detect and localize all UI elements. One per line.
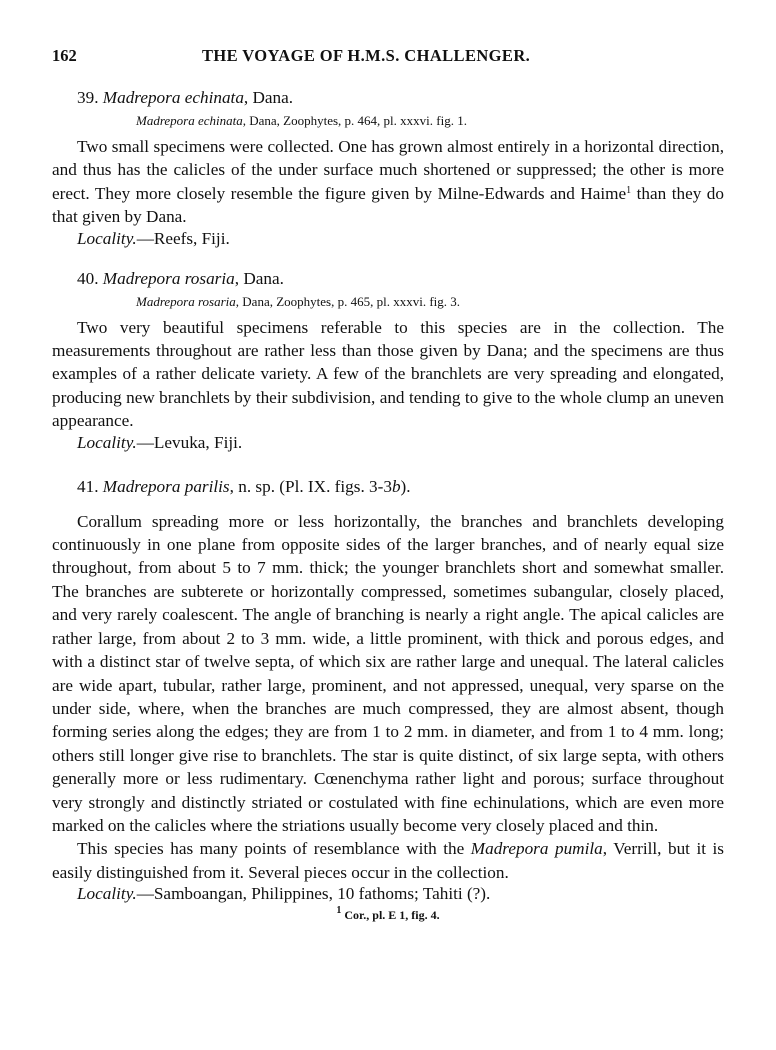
figure-suffix: b — [391, 476, 401, 496]
locality-label: Locality. — [77, 432, 137, 452]
species-name: Madrepora echinata — [102, 88, 244, 107]
entry-40-description: Two very beautiful specimens referable to this species are in the collection. The measurements throughout are rather less than those given by Dana; and the specimens are thus examples of a rather delicate variety. A few of the branchlets are very spreading and elongated, producing new branchlets by their subdivision, and tending to give to the whole clump an uneven appearance. — [52, 317, 724, 431]
description-part2: than they do that given by Dana. — [52, 183, 724, 227]
locality-text: —Levuka, Fiji. — [136, 432, 243, 452]
entry-39-synonymy — [52, 113, 724, 129]
locality-text: —Samboangan, Philippines, 10 fathoms; Tahiti (?). — [136, 884, 491, 904]
remark-post: , Verrill, but it is easily distinguished from it. Several pieces occur in the collection. — [52, 839, 725, 882]
footnote — [52, 905, 724, 923]
remark-species: Madrepora pumila — [470, 839, 603, 859]
species-name: Madrepora rosaria — [102, 268, 235, 288]
species-name: Madrepora parilis — [102, 476, 230, 496]
locality-label: Locality. — [77, 884, 137, 904]
synonym-reference: , Dana, Zoophytes, p. 465, pl. xxxvi. fig. 3. — [235, 293, 461, 309]
footnote-text: Cor., pl. E 1, fig. 4. — [341, 908, 440, 923]
synonym-reference: , Dana, Zoophytes, p. 464, pl. xxxvi. fig. 1. — [242, 113, 467, 128]
entry-41-title — [52, 477, 724, 497]
entry-39-description — [52, 135, 724, 229]
species-authority: , Dana. — [234, 268, 284, 288]
synonym-name: Madrepora echinata — [136, 113, 243, 128]
species-authority-pre: , n. sp. (Pl. IX. figs. 3-3 — [229, 476, 392, 496]
species-authority: , Dana. — [243, 88, 294, 107]
footnote-mark: 1 — [336, 905, 342, 917]
entry-41-remark — [52, 837, 724, 884]
page-number: 162 — [52, 46, 77, 65]
locality-label: Locality. — [77, 228, 137, 248]
running-head — [52, 40, 724, 68]
entry-number: 39. — [77, 88, 99, 107]
entry-number: 41. — [77, 476, 99, 496]
entry-40-synonymy — [52, 294, 724, 310]
description-part1: Two small specimens were collected. One has grown almost entirely in a horizontal direction, and thus has the calicles of the under surface much shortened or suppressed; the other is more erect. They more closely resemble the figure given by Milne-Edwards and Haime — [52, 137, 724, 203]
page — [52, 40, 724, 923]
entry-41-locality — [52, 884, 724, 904]
species-authority-post: ). — [400, 476, 411, 496]
entry-40-locality — [52, 433, 724, 453]
entry-39-title — [52, 88, 724, 108]
running-title: THE VOYAGE OF H.M.S. CHALLENGER. — [202, 46, 531, 65]
synonym-name: Madrepora rosaria — [136, 293, 236, 309]
locality-text: —Reefs, Fiji. — [136, 228, 230, 248]
entry-41-description: Corallum spreading more or less horizontally, the branches and branchlets developing continuously in one plane from opposite sides of the larger branches, and of nearly equal size throughout, from about 5 to 7 mm. thick; the younger branchlets short and somewhat smaller. The branches are subterete or horizontally compressed, sometimes subangular, closely placed, and very rarely coalescent. The angle of branching is nearly a right angle. The apical calicles are rather large, from about 2 to 3 mm. wide, a little prominent, with thick and porous edges, and with a distinct star of twelve septa, of which six are rather large and unequal. The lateral calicles are wide apart, tubular, rather large, prominent, and not appressed, unequal, very sparse on the under side, where, when the branches are much compressed, they are almost absent, though forming series along the edges; they are from 1 to 2 mm. in diameter, and from 1 to 4 mm. long; others still longer give rise to branchlets. The star is quite distinct, of six large septa, with others generally more or less rudimentary. Cœnenchyma rather light and porous; surface throughout very strongly and distinctly striated or costulated with fine echinulations, which are even more marked on the calicles where the striations usually become very closely placed and thin. — [52, 511, 724, 835]
footnote-reference: 1 — [626, 184, 632, 196]
entry-40-title — [52, 269, 724, 289]
entry-39-locality — [52, 229, 724, 249]
remark-pre: This species has many points of resemblance with the — [77, 839, 471, 859]
entry-number: 40. — [77, 268, 99, 288]
